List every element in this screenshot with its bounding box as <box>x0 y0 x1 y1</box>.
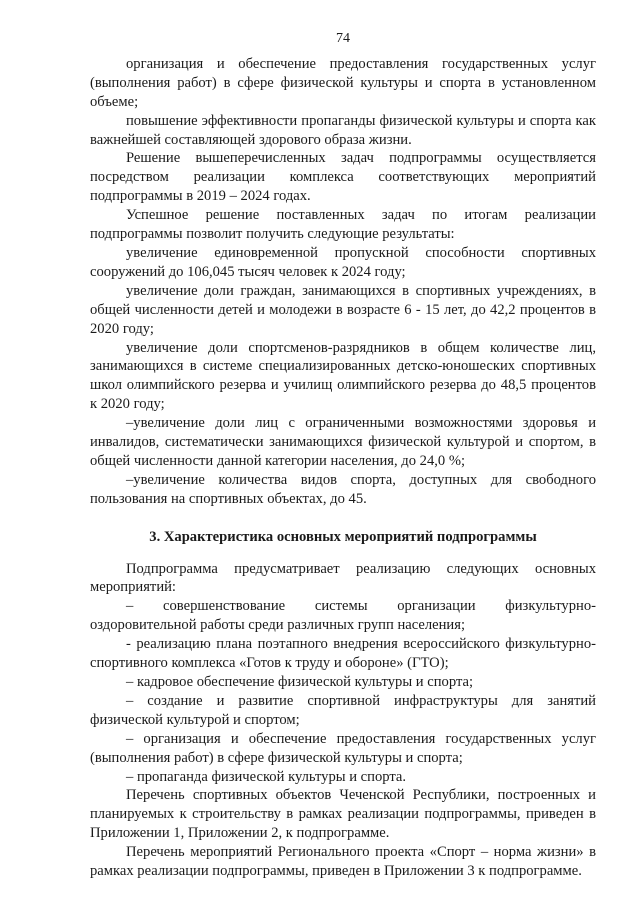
paragraph: увеличение доли граждан, занимающихся в спортивных учреждениях, в общей численности детей и молодежи в возрасте 6 - 15 лет, до 42,2 процентов в 2020 году; <box>90 282 596 337</box>
paragraph: увеличение доли спортсменов-разрядников в общем количестве лиц, занимающихся в системе специализированных детско-юношеских спортивных школ олимпийского резерва и училищ олимпийского резерва до 48,5 процентов к 2020 году; <box>90 339 596 413</box>
paragraph: организация и обеспечение предоставления государственных услуг (выполнения работ) в сфере физической культуры и спорта в установленном объеме; <box>90 55 596 110</box>
page-number: 74 <box>336 31 350 46</box>
list-item: – кадровое обеспечение физической культуры и спорта; <box>126 674 474 690</box>
paragraph: Перечень мероприятий Регионального проекта «Спорт – норма жизни» в рамках реализации подпрограммы, приведен в Приложении 3 к подпрограмме. <box>90 844 596 880</box>
section-heading: 3. Характеристика основных мероприятий подпрограммы <box>149 528 537 545</box>
list-item: – пропаганда физической культуры и спорта. <box>126 768 407 785</box>
paragraph: –увеличение доли лиц с ограниченными возможностями здоровья и инвалидов, систематически занимающихся физической культурой и спортом, в общей численности данной категории населения, до 24,0 %; <box>90 415 596 469</box>
paragraph: Подпрограмма предусматривает реализацию следующих основных мероприятий: <box>90 560 596 596</box>
paragraph: Успешное решение поставленных задач по итогам реализации подпрограммы позволит получить следующие результаты: <box>90 207 596 243</box>
list-item: – организация и обеспечение предоставления государственных услуг (выполнения работ) в сфере физической культуры и спорта; <box>90 730 596 766</box>
document-page <box>90 30 596 881</box>
list-item: – совершенствование системы организации физкультурно-оздоровительной работы среди различных групп населения; <box>90 598 596 634</box>
paragraph: повышение эффективности пропаганды физической культуры и спорта как важнейшей составляющей здорового образа жизни. <box>90 112 596 148</box>
paragraph: Решение вышеперечисленных задач подпрограммы осуществляется посредством реализации комплекса соответствующих мероприятий подпрограммы в 2019 – 2024 годах. <box>90 150 596 205</box>
list-item: – создание и развитие спортивной инфраструктуры для занятий физической культурой и спортом; <box>90 692 596 728</box>
list-item: - реализацию плана поэтапного внедрения всероссийского физкультурно-спортивного комплекса «Готов к труду и обороне» (ГТО); <box>90 636 596 672</box>
paragraph: увеличение единовременной пропускной способности спортивных сооружений до 106,045 тысяч человек к 2024 году; <box>90 244 596 280</box>
paragraph: Перечень спортивных объектов Чеченской Республики, построенных и планируемых к строительству в рамках реализации подпрограммы, приведен в Приложении 1, Приложении 2, к подпрограмме. <box>90 787 596 842</box>
paragraph: –увеличение количества видов спорта, доступных для свободного пользования на спортивных объектах, до 45. <box>90 471 596 507</box>
